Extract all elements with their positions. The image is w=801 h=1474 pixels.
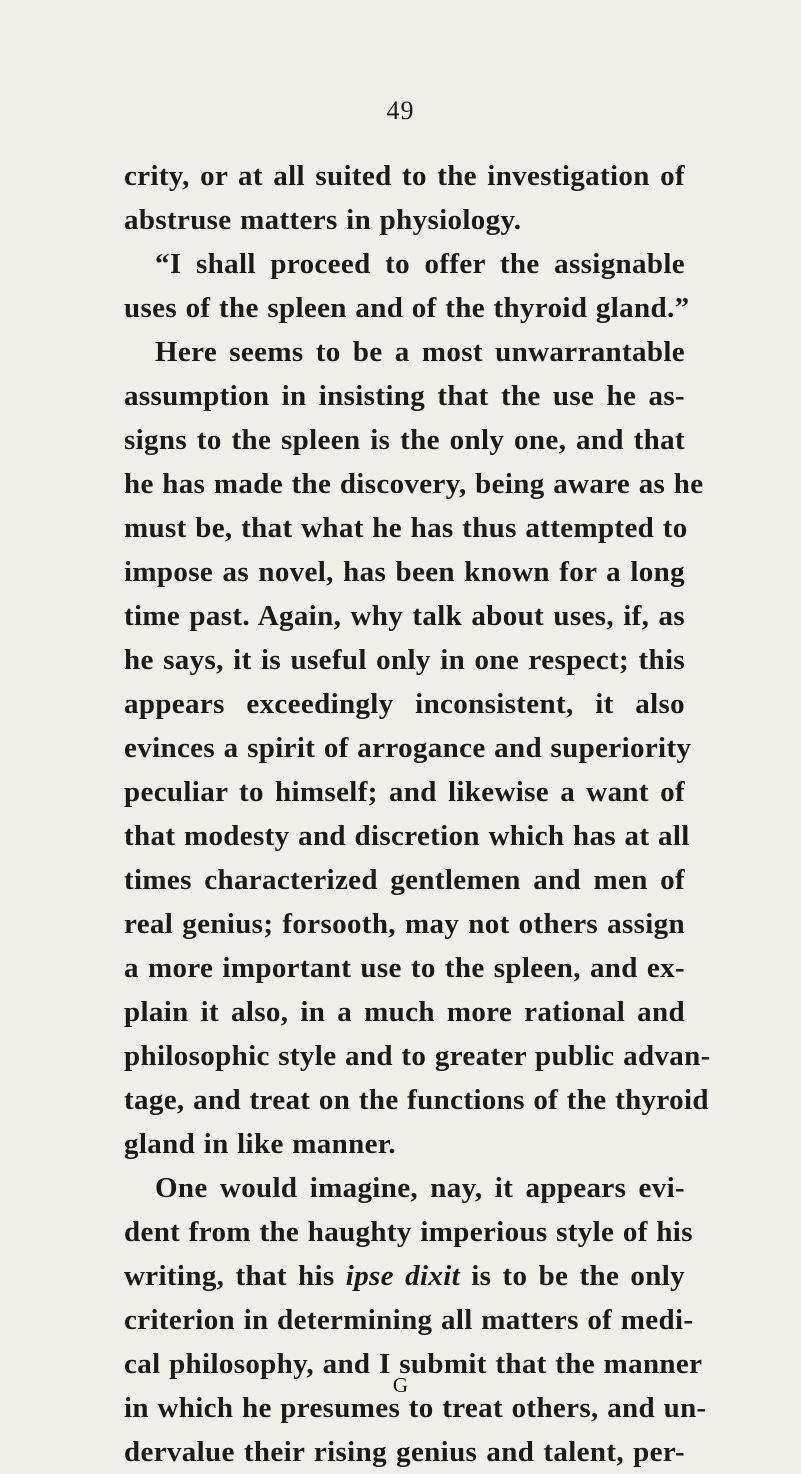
- text-line: times characterized gentlemen and men of: [124, 864, 685, 896]
- text-line: that modesty and discretion which has at all: [124, 820, 690, 852]
- text-line: peculiar to himself; and likewise a want of: [124, 776, 685, 808]
- text-line: “I shall proceed to offer the assignable: [155, 248, 685, 280]
- text-run: is to be the only: [460, 1260, 685, 1292]
- text-line: dent from the haughty imperious style of his: [124, 1216, 693, 1248]
- text-line: Here seems to be a most unwarrantable: [155, 336, 685, 368]
- text-line: must be, that what he has thus attempted to: [124, 512, 688, 544]
- text-line: he has made the discovery, being aware as he: [124, 468, 704, 500]
- signature-mark: G: [392, 1373, 409, 1397]
- text-line: real genius; forsooth, may not others assign: [124, 908, 685, 940]
- text-line: signs to the spleen is the only one, and that: [124, 424, 685, 456]
- text-line: tage, and treat on the functions of the thyroid: [124, 1084, 709, 1116]
- text-run: writing, that his: [124, 1260, 346, 1292]
- text-line: a more important use to the spleen, and ex-: [124, 952, 685, 984]
- text-line: [124, 1254, 685, 1298]
- text-line: uses of the spleen and of the thyroid gland.”: [124, 292, 690, 324]
- text-line: plain it also, in a much more rational and: [124, 996, 685, 1028]
- text-line: abstruse matters in physiology.: [124, 204, 522, 236]
- italic-phrase: ipse dixit: [345, 1260, 461, 1292]
- text-line: One would imagine, nay, it appears evi-: [155, 1172, 685, 1204]
- text-line: appears exceedingly inconsistent, it also: [124, 688, 685, 720]
- text-line: he says, it is useful only in one respect; this: [124, 644, 685, 676]
- text-line: gland in like manner.: [124, 1128, 396, 1160]
- text-line: criterion in determining all matters of medi-: [124, 1304, 694, 1336]
- text-line: evinces a spirit of arrogance and superiority: [124, 732, 692, 764]
- text-line: impose as novel, has been known for a long: [124, 556, 685, 588]
- text-line: assumption in insisting that the use he as-: [124, 380, 685, 412]
- text-line: cal philosophy, and I submit that the manner: [124, 1348, 703, 1380]
- text-line: time past. Again, why talk about uses, if, as: [124, 600, 685, 632]
- text-line: dervalue their rising genius and talent, per-: [124, 1436, 685, 1468]
- text-line: philosophic style and to greater public advan-: [124, 1040, 711, 1072]
- text-line: crity, or at all suited to the investigation of: [124, 160, 685, 192]
- text-line: in which he presumes to treat others, and un-: [124, 1392, 707, 1424]
- page-number: 49: [386, 96, 415, 125]
